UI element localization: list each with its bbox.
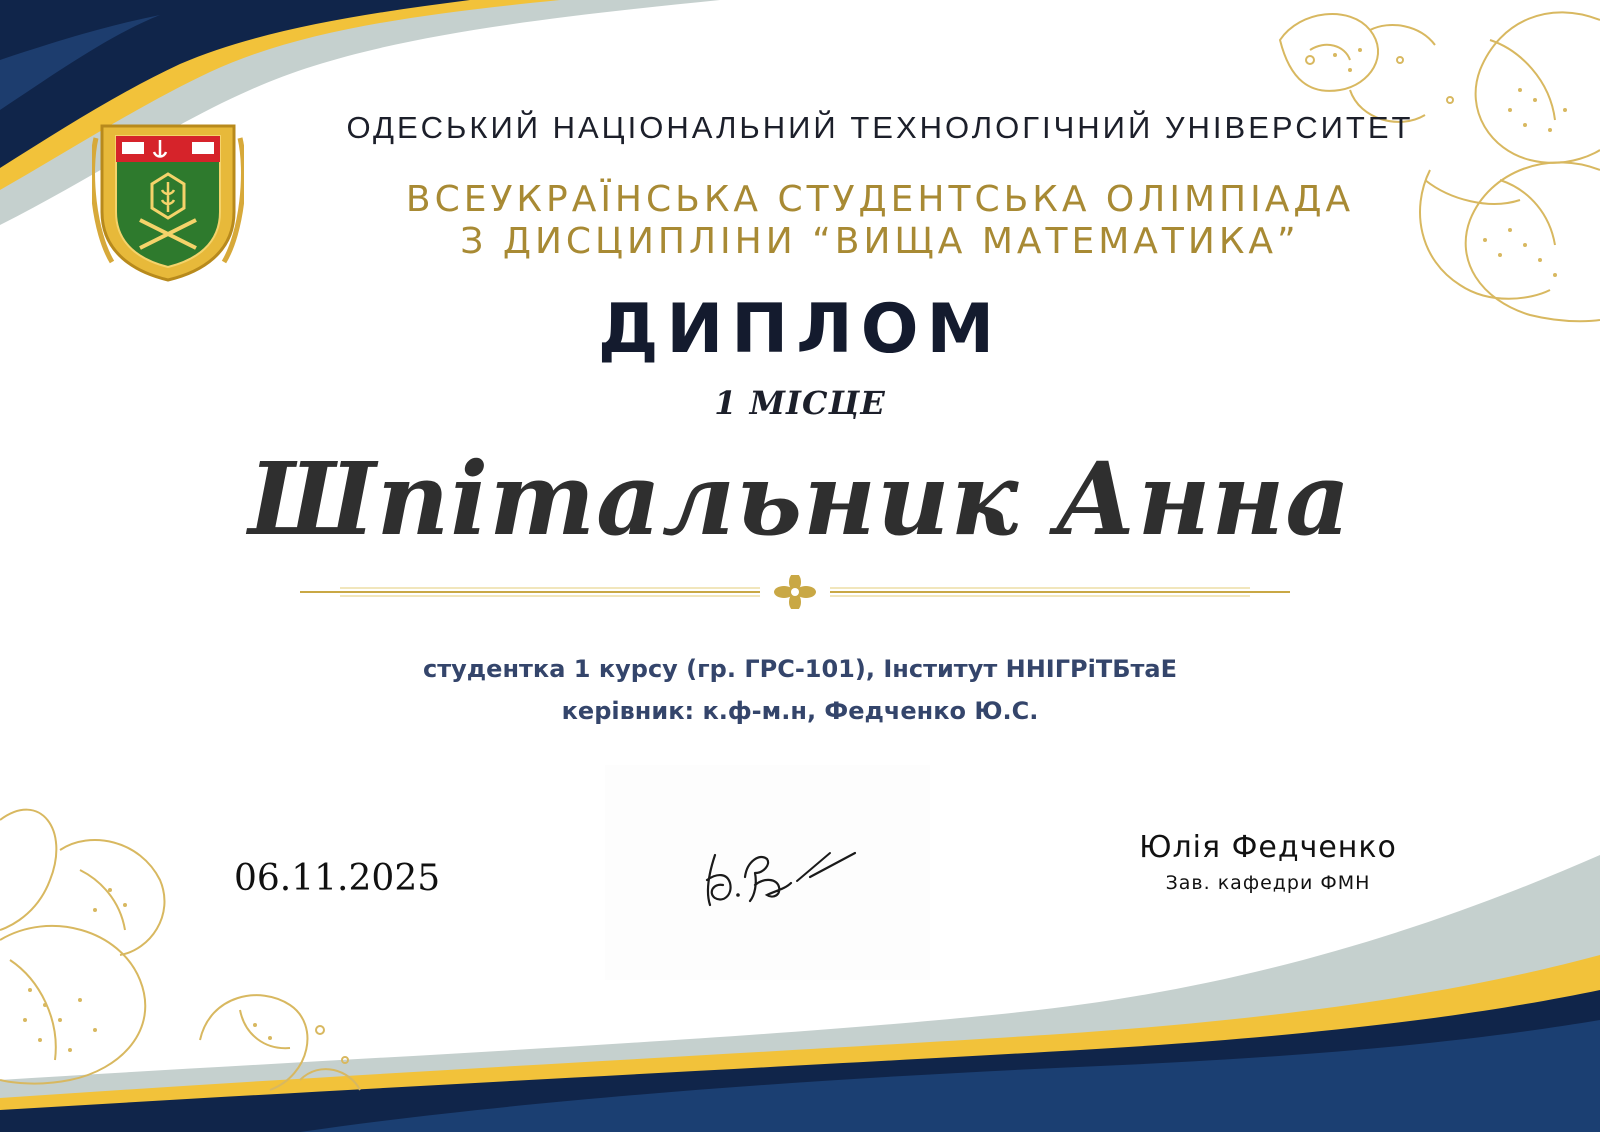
divider-flourish-icon (774, 575, 816, 609)
signature-area (605, 765, 930, 980)
signatory-role: Зав. кафедри ФМН (1165, 872, 1371, 894)
ornamental-divider (300, 575, 1290, 609)
place-label: 1 МІСЦЕ (714, 384, 886, 422)
student-info: студентка 1 курсу (гр. ГРС-101), Інститут ННІГРіТБтаЕ (423, 655, 1177, 683)
supervisor-info: керівник: к.ф-м.н, Федченко Ю.С. (561, 697, 1039, 725)
floral-corner-bottom-left (0, 790, 380, 1120)
university-name: ОДЕСЬКИЙ НАЦІОНАЛЬНИЙ ТЕХНОЛОГІЧНИЙ УНІВЕРСИТЕТ (346, 110, 1414, 145)
floral-corner-top-right (1250, 0, 1600, 330)
signatory-name: Юлія Федченко (1139, 830, 1397, 865)
olympiad-title-line-2: З ДИСЦИПЛІНИ “ВИЩА МАТЕМАТИКА” (460, 221, 1300, 262)
recipient-name: Шпітальник Анна (248, 440, 1352, 558)
diploma-title: ДИПЛОМ (597, 290, 1003, 369)
olympiad-title-line-1: ВСЕУКРАЇНСЬКА СТУДЕНТСЬКА ОЛІМПІАДА (405, 179, 1355, 220)
handwritten-signature (605, 765, 930, 980)
issue-date: 06.11.2025 (234, 858, 441, 899)
